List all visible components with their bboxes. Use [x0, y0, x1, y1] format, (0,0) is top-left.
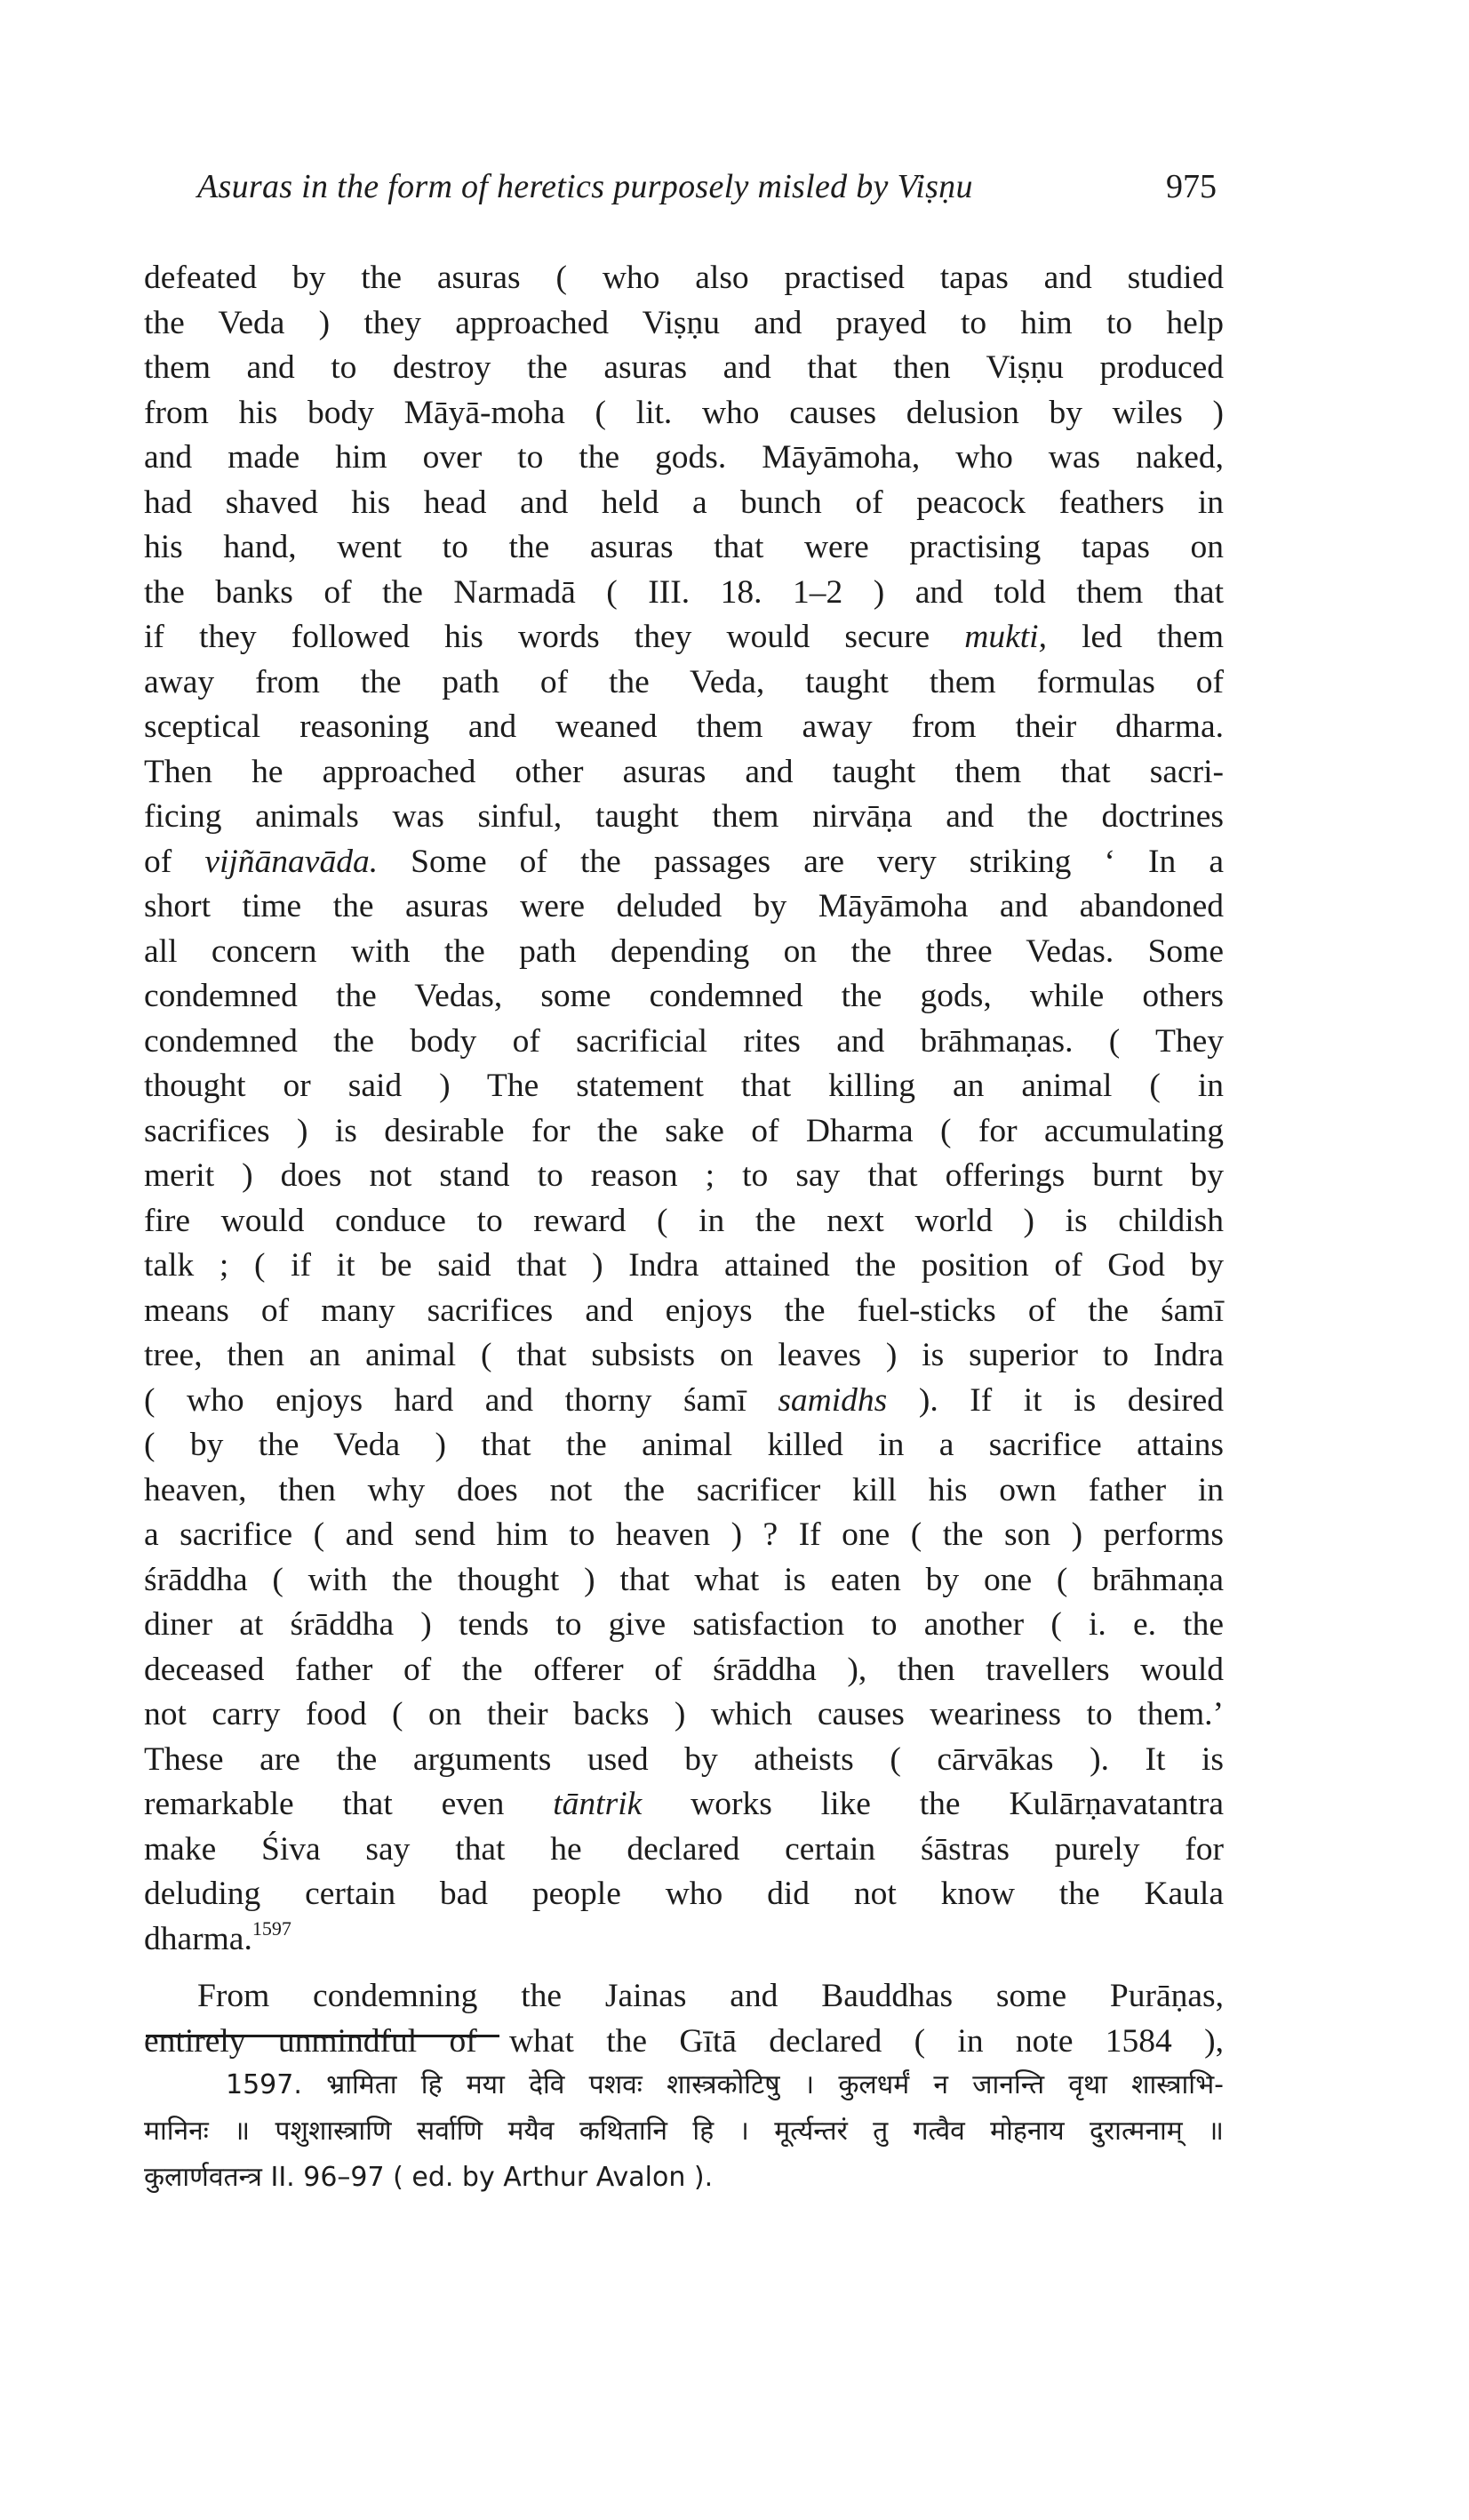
italic-term: samidhs [778, 1381, 888, 1419]
text-segment: works like the Kulārṇavatantra [642, 1786, 1224, 1822]
text-line: fire would conduce to reward ( in the next world ) is childish [144, 1202, 1224, 1239]
text-segment: ( who enjoys hard and thorny śamī [144, 1381, 778, 1419]
text-line: defeated by the asuras ( who also practised tapas and studied [144, 260, 1224, 296]
text-line [144, 1782, 1224, 1828]
italic-term: tāntrik [553, 1786, 643, 1822]
text-line: not carry food ( on their backs ) which causes weariness to them.’ [144, 1696, 1224, 1732]
text-segment: remarkable that even [144, 1786, 554, 1822]
paragraph-2 [144, 1974, 1224, 2064]
text-line: them and to destroy the asuras and that then Viṣṇu produced [144, 349, 1224, 386]
text-line: a sacrifice ( and send him to heaven ) ? If one ( the son ) performs [144, 1516, 1224, 1553]
text-line: thought or said ) The statement that killing an animal ( in [144, 1068, 1224, 1104]
text-line: ficing animals was sinful, taught them nirvāṇa and the doctrines [144, 798, 1224, 835]
text-line: śrāddha ( with the thought ) that what is eaten by one ( brāhmaṇa [144, 1561, 1224, 1598]
text-line: deluding certain bad people who did not know the Kaula [144, 1876, 1224, 1912]
text-line: away from the path of the Veda, taught them formulas of [144, 663, 1224, 700]
text-line: entirely unmindful of what the Gītā declared ( in note 1584 ), [144, 2022, 1224, 2060]
text-segment: led them [1046, 619, 1224, 655]
text-line: all concern with the path depending on the three Vedas. Some [144, 932, 1224, 970]
footnote-line [144, 2062, 1224, 2108]
footnote-reference[interactable]: 1597 [251, 1916, 291, 1940]
text-line: heaven, then why does not the sacrificer kill his own father in [144, 1471, 1224, 1508]
text-line: and made him over to the gods. Māyāmoha, who was naked, [144, 439, 1224, 476]
text-line: tree, then an animal ( that subsists on leaves ) is superior to Indra [144, 1337, 1224, 1373]
footnote [144, 2062, 1224, 2201]
text-line: merit ) does not stand to reason ; to say that offerings burnt by [144, 1157, 1224, 1194]
text-line [144, 1917, 1224, 1963]
text-line: ( by the Veda ) that the animal killed in a sacrifice attains [144, 1427, 1224, 1463]
text-line: talk ; ( if it be said that ) Indra attained the position of God by [144, 1247, 1224, 1284]
footnote-line: मानिनः ॥ पशुशास्त्राणि सर्वाणि मयैव कथितानि हि । मूर्त्यन्तरं तु गत्वैव मोहनाय दुरात्मनाम् ॥ [144, 2116, 1224, 2147]
footnote-text: भ्रामिता हि मया देवि पशवः शास्त्रकोटिषु । कुलधर्मं न जानन्ति वृथा शास्त्राभि- [326, 2069, 1224, 2100]
page-body [144, 160, 1224, 2064]
text-line: the banks of the Narmadā ( III. 18. 1–2 ) and told them that [144, 573, 1224, 611]
footnote-divider [146, 2035, 499, 2037]
text-line: sceptical reasoning and weaned them away from their dharma. [144, 708, 1224, 745]
text-line: make Śiva say that he declared certain śāstras purely for [144, 1830, 1224, 1868]
text-line: sacrifices ) is desirable for the sake of Dharma ( for accumulating [144, 1112, 1224, 1149]
text-segment: dharma. [144, 1920, 252, 1957]
text-segment: ). If it is desired [887, 1381, 1225, 1419]
text-line: deceased father of the offerer of śrāddha ), then travellers would [144, 1651, 1224, 1688]
text-line: condemned the Vedas, some condemned the gods, while others [144, 978, 1224, 1014]
footnote-line: कुलार्णवतन्त्र II. 96–97 ( ed. by Arthur Avalon ). [144, 2162, 714, 2193]
text-line [144, 615, 1224, 660]
running-head [197, 160, 1224, 213]
text-line: diner at śrāddha ) tends to give satisfaction to another ( i. e. the [144, 1606, 1224, 1643]
page-number: 975 [1166, 168, 1217, 205]
text-line [144, 840, 1224, 885]
italic-term: mukti, [964, 619, 1047, 655]
text-line: Then he approached other asuras and taught them that sacri- [144, 753, 1224, 790]
footnote-number: 1597. [226, 2069, 302, 2100]
italic-term: vijñānavāda. [204, 843, 379, 880]
text-line: the Veda ) they approached Viṣṇu and prayed to him to help [144, 304, 1224, 341]
text-line: from his body Māyā-moha ( lit. who causes delusion by wiles ) [144, 394, 1224, 431]
text-line [144, 1379, 1224, 1424]
text-segment: if they followed his words they would secure [144, 619, 965, 655]
text-line: From condemning the Jainas and Bauddhas some Purāṇas, [197, 1978, 1224, 2014]
text-line: These are the arguments used by atheists ( cārvākas ). It is [144, 1740, 1224, 1778]
text-line: short time the asuras were deluded by Māyāmoha and abandoned [144, 888, 1224, 924]
text-line: had shaved his head and held a bunch of peacock feathers in [144, 484, 1224, 521]
text-line: his hand, went to the asuras that were practising tapas on [144, 529, 1224, 565]
paragraph-1 [144, 256, 1224, 1962]
text-line: means of many sacrifices and enjoys the fuel-sticks of the śamī [144, 1292, 1224, 1329]
running-title: Asuras in the form of heretics purposely misled by Viṣṇu [197, 168, 973, 205]
text-segment: Some of the passages are very striking ‘ In a [378, 843, 1224, 880]
text-segment: of [144, 843, 205, 880]
text-line: condemned the body of sacrificial rites and brāhmaṇas. ( They [144, 1022, 1224, 1060]
